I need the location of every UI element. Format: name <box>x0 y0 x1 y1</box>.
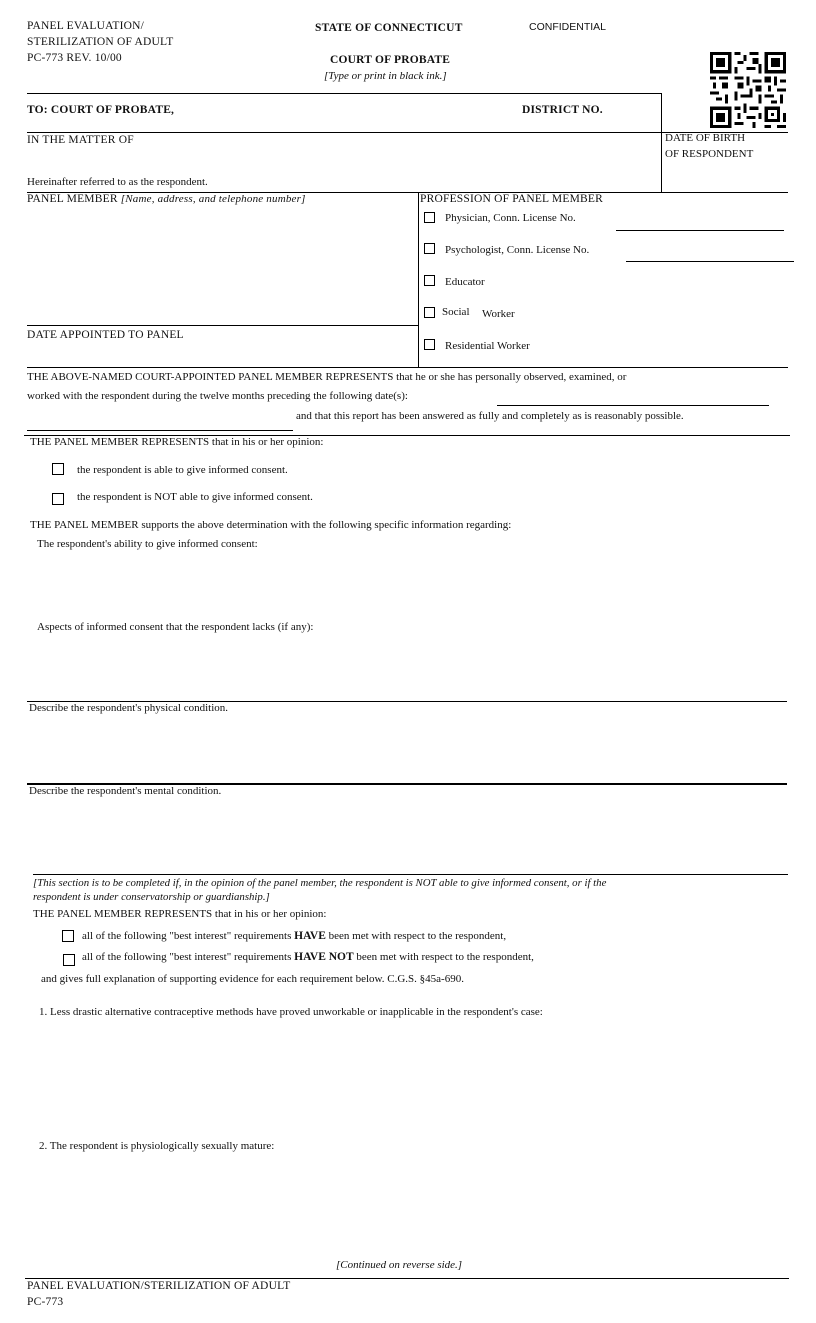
ink-instruction: [Type or print in black ink.] <box>324 70 447 82</box>
footer-title: PANEL EVALUATION/STERILIZATION OF ADULT <box>27 1280 291 1292</box>
physician-license-line[interactable] <box>616 230 784 231</box>
dates-line[interactable] <box>497 405 769 406</box>
form-title-line1: PANEL EVALUATION/ <box>27 20 145 32</box>
physical-label: Describe the respondent's physical condition. <box>29 702 229 714</box>
state-name: STATE OF CONNECTICUT <box>315 22 463 34</box>
have-met-label: all of the following "best interest" requirements HAVE been met with respect to the respondent, <box>82 930 507 942</box>
court-name: COURT OF PROBATE <box>330 54 451 66</box>
have-not-met-checkbox[interactable] <box>63 954 75 966</box>
qr-code-image <box>710 52 786 128</box>
requirement-1: 1. Less drastic alternative contraceptive methods have proved unworkable or inapplicable in the respondent's case: <box>39 1006 543 1018</box>
rule-panel-bottom <box>27 367 788 368</box>
aspects-label: Aspects of informed consent that the respondent lacks (if any): <box>37 621 314 633</box>
explanation-text: and gives full explanation of supporting evidence for each requirement below. C.G.S. §45a-690. <box>41 973 464 985</box>
physician-checkbox[interactable] <box>424 212 435 223</box>
psychologist-label: Psychologist, Conn. License No. <box>445 244 590 256</box>
rule-top <box>27 93 661 94</box>
residential-worker-checkbox[interactable] <box>424 339 435 350</box>
able-label: the respondent is able to give informed consent. <box>77 464 288 476</box>
best-interest-heading: THE PANEL MEMBER REPRESENTS that in his or her opinion: <box>33 908 327 920</box>
rule-best-interest <box>33 874 788 875</box>
social-worker-label-suffix: Worker <box>482 308 515 320</box>
able-checkbox[interactable] <box>52 463 64 475</box>
dates-line-continued[interactable] <box>27 430 293 431</box>
panel-member-label: PANEL MEMBER [Name, address, and telephone number] <box>27 193 306 205</box>
opinion-heading: THE PANEL MEMBER REPRESENTS that in his or her opinion: <box>30 436 324 448</box>
ability-label: The respondent's ability to give informed consent: <box>37 538 258 550</box>
supports-text: THE PANEL MEMBER supports the above determination with the following specific information regarding: <box>30 519 512 531</box>
dob-label-line2: OF RESPONDENT <box>665 148 754 160</box>
social-worker-label: Social <box>442 306 470 318</box>
requirement-2: 2. The respondent is physiologically sexually mature: <box>39 1140 275 1152</box>
rule-footer <box>25 1278 789 1279</box>
not-able-checkbox[interactable] <box>52 493 64 505</box>
hereinafter-text: Hereinafter referred to as the respondent. <box>27 176 208 188</box>
social-worker-checkbox[interactable] <box>424 307 435 318</box>
representation-line2: worked with the respondent during the twelve months preceding the following date(s): <box>27 390 408 402</box>
best-interest-note-line1: [This section is to be completed if, in the opinion of the panel member, the respondent is NOT able to give informed consent, or if the <box>33 877 607 889</box>
educator-label: Educator <box>445 276 485 288</box>
residential-worker-label: Residential Worker <box>445 340 530 352</box>
continued-note: [Continued on reverse side.] <box>336 1259 463 1271</box>
in-matter-label: IN THE MATTER OF <box>27 134 134 146</box>
physician-label: Physician, Conn. License No. <box>445 212 576 224</box>
rule-dob-divider <box>661 93 662 192</box>
have-met-checkbox[interactable] <box>62 930 74 942</box>
form-title-line2: STERILIZATION OF ADULT <box>27 36 174 48</box>
form-number-revision: PC-773 REV. 10/00 <box>27 52 122 64</box>
to-court-label: TO: COURT OF PROBATE, <box>27 104 175 116</box>
date-appointed-label: DATE APPOINTED TO PANEL <box>27 329 184 341</box>
rule-panel-divider <box>418 192 419 367</box>
not-able-label: the respondent is NOT able to give informed consent. <box>77 491 313 503</box>
psychologist-checkbox[interactable] <box>424 243 435 254</box>
rule-date-appointed <box>27 325 418 326</box>
confidential-label: CONFIDENTIAL <box>529 21 607 33</box>
district-label: DISTRICT NO. <box>522 104 603 116</box>
profession-label: PROFESSION OF PANEL MEMBER <box>420 193 603 205</box>
mental-label: Describe the respondent's mental condition. <box>29 785 222 797</box>
dob-label-line1: DATE OF BIRTH <box>665 132 746 144</box>
representation-line3: and that this report has been answered as fully and completely as is reasonably possible. <box>296 410 684 422</box>
have-not-met-label: all of the following "best interest" requirements HAVE NOT been met with respect to the respondent, <box>82 951 534 963</box>
best-interest-note-line2: respondent is under conservatorship or guardianship.] <box>33 891 270 903</box>
representation-line1: THE ABOVE-NAMED COURT-APPOINTED PANEL MEMBER REPRESENTS that he or she has personally observed, examined, or <box>27 371 627 383</box>
psychologist-license-line[interactable] <box>626 261 794 262</box>
educator-checkbox[interactable] <box>424 275 435 286</box>
footer-form-number: PC-773 <box>27 1296 64 1308</box>
